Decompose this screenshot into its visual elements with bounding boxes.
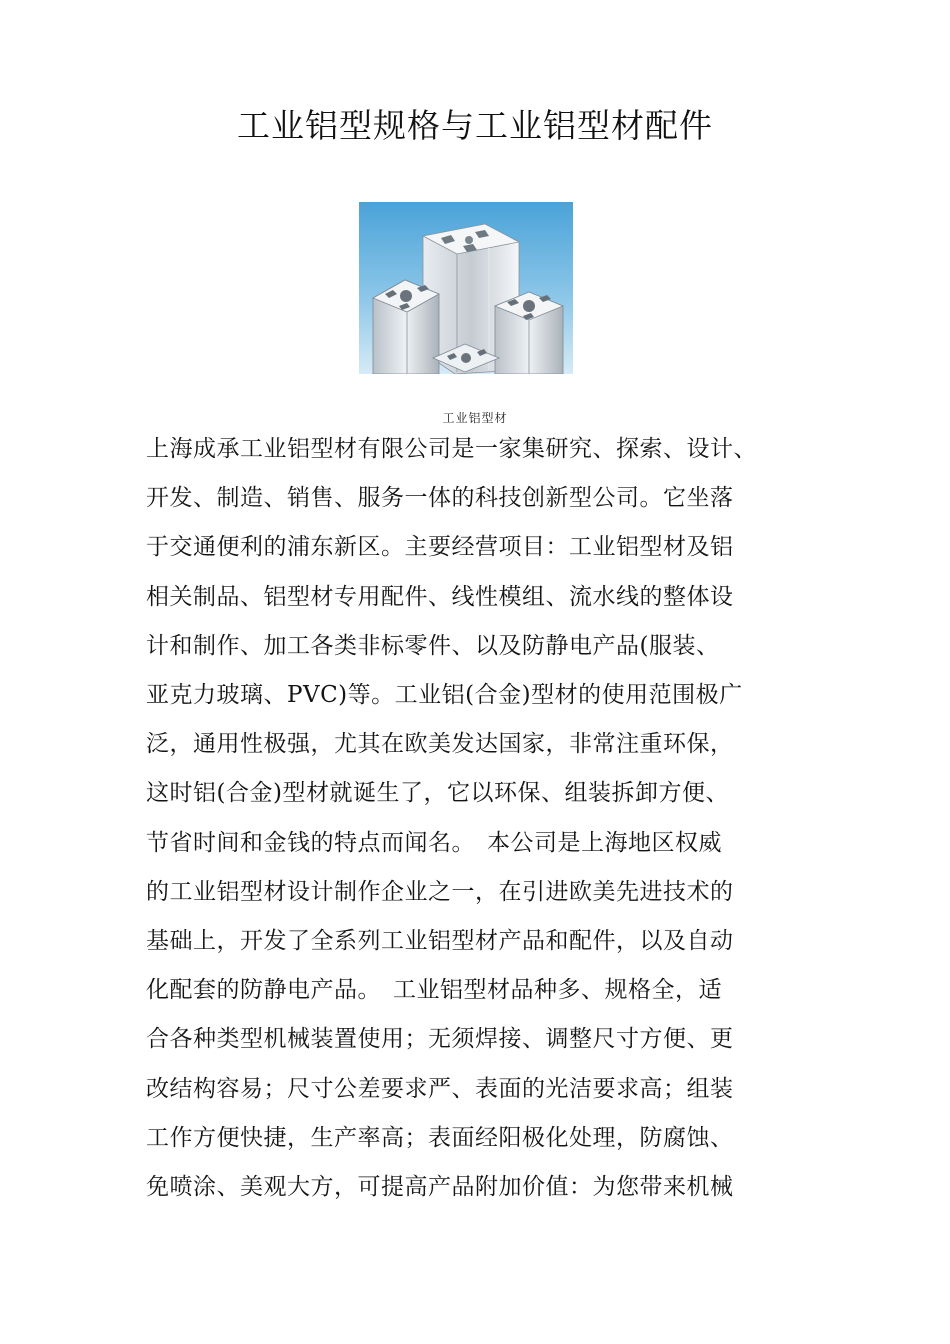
body-paragraph: [146, 425, 808, 1212]
figure-caption: 工业铝型材: [442, 411, 508, 425]
text-line: 化配套的防静电产品。 工业铝型材品种多、规格全，适: [146, 977, 722, 1004]
text-line: 改结构容易；尺寸公差要求严、表面的光洁要求高；组装: [146, 1075, 734, 1102]
text-line: 这时铝(合金)型材就诞生了，它以环保、组装拆卸方便、: [146, 780, 729, 807]
text-line: 开发、制造、销售、服务一体的科技创新型公司。它坐落: [146, 485, 734, 512]
text-line: 计和制作、加工各类非标零件、以及防静电产品(服装、: [146, 632, 720, 659]
text-line: 亚克力玻璃、PVC)等。工业铝(合金)型材的使用范围极广: [146, 682, 743, 709]
text-line: 合各种类型机械装置使用；无须焊接、调整尺寸方便、更: [146, 1026, 734, 1053]
text-line: 工作方便快捷，生产率高；表面经阳极化处理，防腐蚀、: [146, 1124, 734, 1151]
text-line: 上海成承工业铝型材有限公司是一家集研究、探索、设计、: [146, 436, 757, 462]
text-line: 免喷涂、美观大方，可提高产品附加价值：为您带来机械: [146, 1174, 734, 1201]
text-line: 相关制品、铝型材专用配件、线性模组、流水线的整体设: [146, 583, 734, 610]
text-line: 节省时间和金钱的特点而闻名。 本公司是上海地区权威: [146, 829, 722, 856]
text-line: 的工业铝型材设计制作企业之一，在引进欧美先进技术的: [146, 878, 734, 905]
text-line: 基础上，开发了全系列工业铝型材产品和配件，以及自动: [146, 928, 734, 955]
aluminum-profiles-image: [359, 202, 573, 374]
text-line: 于交通便利的浦东新区。主要经营项目：工业铝型材及铝: [146, 534, 734, 561]
text-line: 泛，通用性极强，尤其在欧美发达国家，非常注重环保，: [146, 731, 734, 758]
page-title: 工业铝型规格与工业铝型材配件: [237, 106, 713, 145]
